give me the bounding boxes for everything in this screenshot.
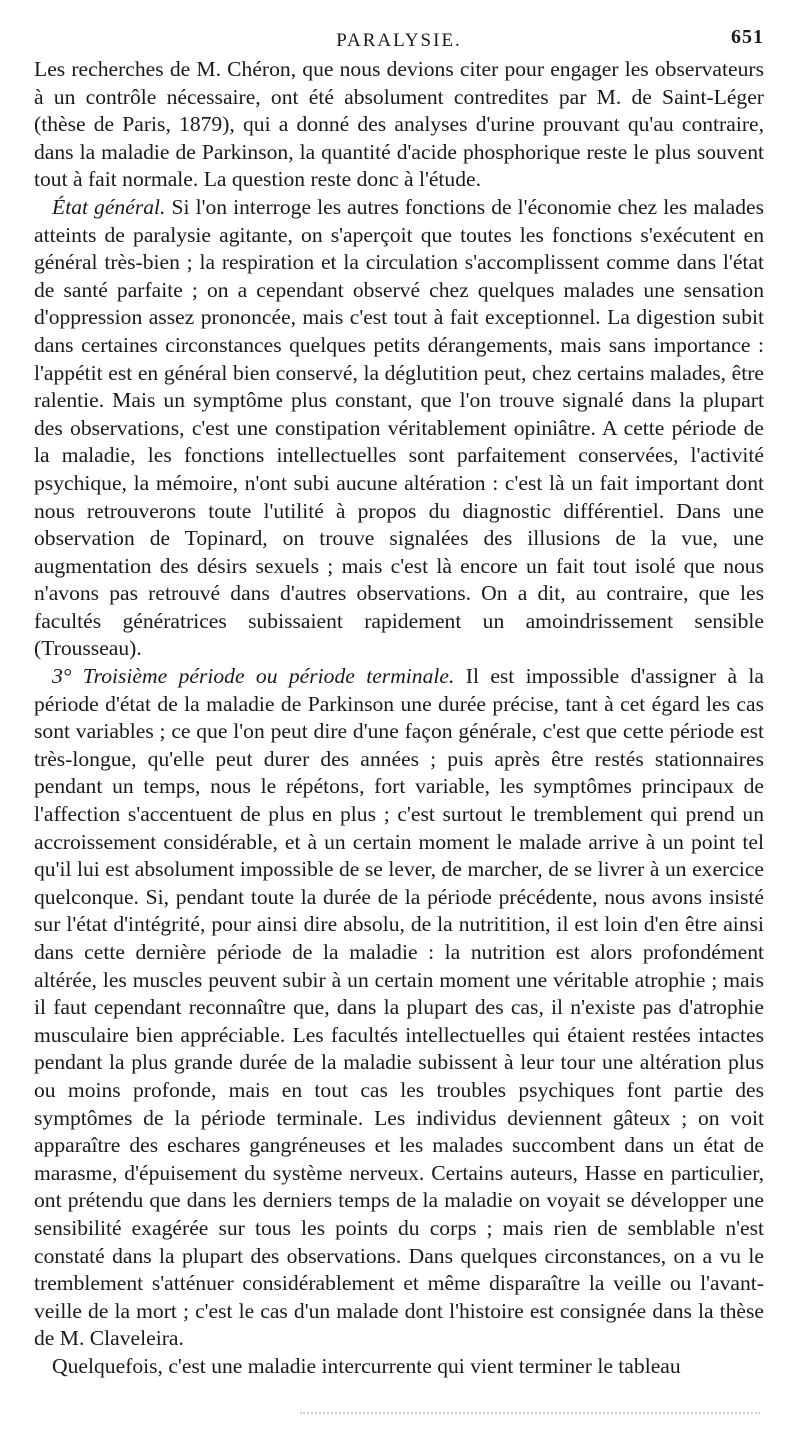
paragraph-quelquefois: [34, 1353, 764, 1381]
paragraph-text: Si l'on interroge les autres fonctions de l'économie chez les malades atteints de paralysie agitante, on s'aperçoit que toutes les fonctions s'exécutent en général très-bien ; la respiration et la circulation s'accomplissent comme dans l'état de santé parfaite ; on a cependant observé chez quelques malades une sensation d'oppression assez prononcée, mais c'est tout à fait exceptionnel. La digestion subit dans certaines circonstances quelques petits dérangements, mais sans importance : l'appétit est en général bien conservé, la déglutition peut, chez certains malades, être ralentie. Mais un symptôme plus constant, que l'on trouve signalé dans la plupart des observations, c'est une constipation véritablement opiniâtre. A cette période de la maladie, les fonctions intellectuelles sont parfaitement conservées, l'activité psychique, la mémoire, n'ont subi aucune altération : c'est là un fait important dont nous retrouverons toute l'utilité à propos du diagnostic différentiel. Dans une observation de Topinard, on trouve signalées des illusions de la vue, une augmentation des désirs sexuels ; mais c'est là encore un fait tout isolé que nous n'avons pas retrouvé dans d'autres observations. On a dit, au contraire, que les facultés génératrices subissaient rapidement un amoindrissement sensible (Trousseau).: [34, 194, 764, 661]
paragraph-text: Quelquefois, c'est une maladie intercurrente qui vient terminer le tableau: [52, 1353, 681, 1378]
section-run-in-heading: État général.: [52, 194, 166, 219]
paragraph-chéron-findings: [34, 56, 764, 194]
paragraph-text: Il est impossible d'assigner à la période d'état de la maladie de Parkinson une durée précise, tant à cet égard les cas sont variables ; ce que l'on peut dire d'une façon générale, c'est que cette période est très-longue, qu'elle peut durer des années ; puis après être restés stationnaires pendant un temps, nous le répétons, fort variable, les symptômes principaux de l'affection s'accentuent de plus en plus ; c'est surtout le tremblement qui prend un accroissement considérable, et à un certain moment le malade arrive à un point tel qu'il lui est absolument impossible de se lever, de marcher, de se livrer à un exercice quelconque. Si, pendant toute la durée de la période précédente, nous avons insisté sur l'état d'intégrité, pour ainsi dire absolu, de la nutritition, il est loin d'en être ainsi dans cette dernière période de la maladie : la nutrition est alors profondément altérée, les muscles peuvent subir à un certain moment une véritable atrophie ; mais il faut cependant reconnaître que, dans la plupart des cas, il n'existe pas d'atrophie musculaire bien appréciable. Les facultés intellectuelles qui étaient restées intactes pendant la plus grande durée de la maladie subissent à leur tour une altération plus ou moins profonde, mais en tout cas les troubles psychiques font partie des symptômes de la période terminale. Les individus deviennent gâteux ; on voit apparaître des eschares gangréneuses et les malades succombent dans un état de marasme, d'épuisement du système nerveux. Certains auteurs, Hasse en particulier, ont prétendu que dans les derniers temps de la maladie on voyait se développer une sensibilité exagérée sur tous les points du corps ; mais rien de semblable n'est constaté dans la plupart des observations. Dans quelques circonstances, on a vu le tremblement s'atténuer considérablement et même disparaître la veille ou l'avant-veille de la mort ; c'est le cas d'un malade dont l'histoire est consignée dans la thèse de M. Claveleira.: [34, 664, 764, 1351]
section-run-in-heading: 3° Troisième période ou période terminale.: [52, 664, 455, 689]
page-number: 651: [731, 26, 764, 48]
paragraph-text: Les recherches de M. Chéron, que nous devions citer pour engager les observateurs à un contrôle nécessaire, ont été absolument contredites par M. de Saint-Léger (thèse de Paris, 1879), qui a donné des analyses d'urine prouvant qu'au contraire, dans la maladie de Parkinson, la quantité d'acide phosphorique reste le plus souvent tout à fait normale. La question reste donc à l'étude.: [34, 57, 764, 192]
running-title: PARALYSIE.: [336, 30, 462, 51]
document-page: [34, 22, 764, 1381]
running-header: [34, 22, 764, 56]
scan-artifact-divider: [300, 1412, 760, 1420]
paragraph-troisieme-periode: [34, 663, 764, 1353]
body-text: [34, 56, 764, 1381]
paragraph-etat-general: [34, 194, 764, 663]
